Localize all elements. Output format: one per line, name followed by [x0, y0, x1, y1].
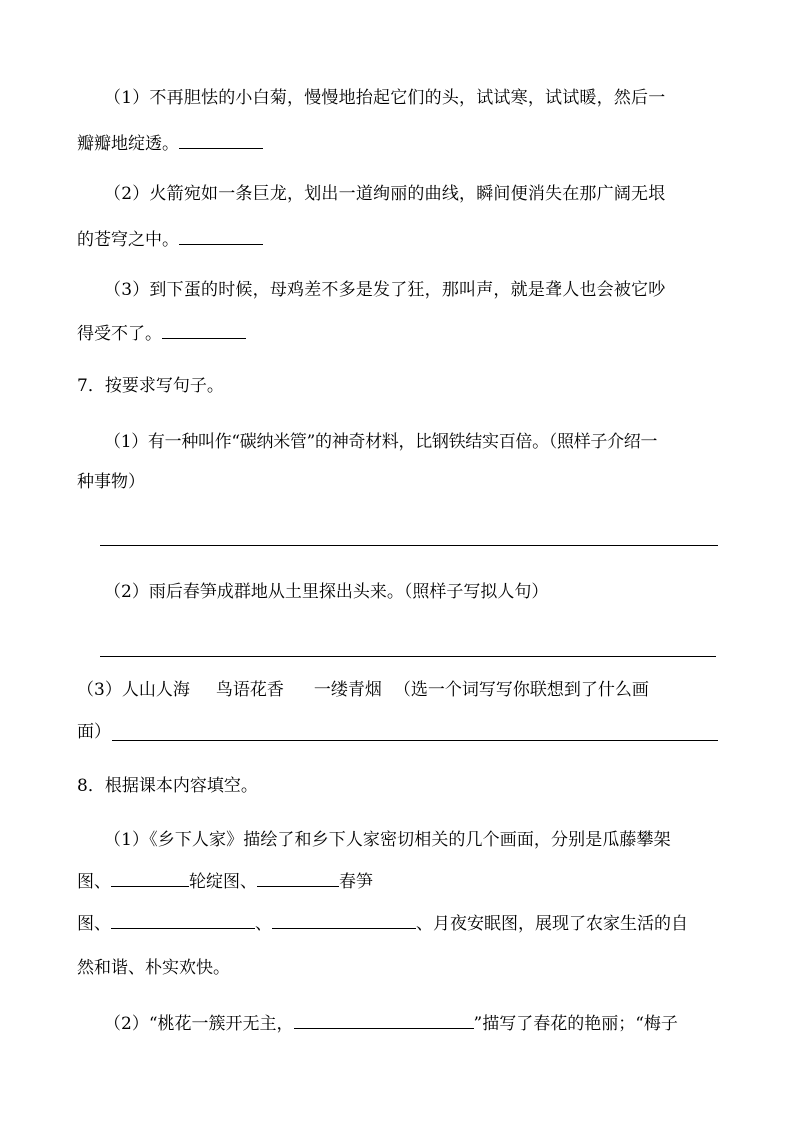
q8-text: 图、 — [77, 872, 111, 892]
answer-blank[interactable] — [272, 914, 416, 929]
answer-blank[interactable] — [294, 1014, 474, 1029]
q7-item1-line2: 种事物） — [77, 472, 145, 492]
q6-item3-text: 得受不了。 — [77, 324, 162, 344]
q8-text: 、 — [255, 914, 272, 934]
q8-text: 轮绽图、 — [189, 872, 257, 892]
q8-text: 、月夜安眠图，展现了农家生活的自 — [416, 914, 688, 934]
word-option: 鸟语花香 — [215, 680, 284, 700]
word-option: 人山人海 — [121, 680, 190, 700]
q8-item2-line1 — [104, 1012, 678, 1036]
q8-text: ”描写了春花的艳丽；“梅子 — [473, 1014, 678, 1034]
q8-text: （2）“桃花一簇开无主， — [104, 1014, 294, 1034]
q7-item3-label: （3） — [77, 680, 122, 700]
q6-item1-line1: （1）不再胆怯的小白菊，慢慢地抬起它们的头，试试寒，试试暖，然后一 — [104, 88, 666, 108]
answer-line[interactable] — [112, 740, 718, 741]
answer-blank[interactable] — [111, 872, 189, 887]
answer-blank[interactable] — [111, 914, 255, 929]
q7-item3-line1 — [77, 678, 649, 702]
q8-item1-line2 — [77, 870, 373, 894]
q6-item1-line2 — [77, 132, 263, 156]
q8-item1-line3 — [77, 912, 688, 936]
answer-line[interactable] — [100, 545, 718, 546]
q6-item2-line1: （2）火箭宛如一条巨龙，划出一道绚丽的曲线，瞬间便消失在那广阔无垠 — [104, 184, 666, 204]
q7-heading: 7．按要求写句子。 — [77, 376, 224, 396]
answer-blank[interactable] — [162, 324, 246, 339]
q8-item1-line1: （1）《乡下人家》描绘了和乡下人家密切相关的几个画面，分别是瓜藤攀架 — [104, 830, 671, 850]
answer-blank[interactable] — [179, 134, 263, 149]
q7-item3-line2: 面） — [77, 722, 111, 742]
answer-blank[interactable] — [257, 872, 339, 887]
q7-item1-line1: （1）有一种叫作“碳纳米管”的神奇材料，比钢铁结实百倍。（照样子介绍一 — [104, 432, 658, 452]
q8-item1-line4: 然和谐、朴实欢快。 — [77, 958, 230, 978]
q7-item3-instruction: （选一个词写写你联想到了什么画 — [393, 680, 649, 700]
q8-heading: 8．根据课本内容填空。 — [77, 776, 258, 796]
q6-item3-line1: （3）到下蛋的时候，母鸡差不多是发了狂，那叫声，就是聋人也会被它吵 — [104, 280, 666, 300]
q6-item3-line2 — [77, 322, 246, 346]
q7-item2-line1: （2）雨后春笋成群地从土里探出头来。（照样子写拟人句） — [104, 582, 549, 602]
q8-text: 春笋 — [339, 872, 373, 892]
q8-text: 图、 — [77, 914, 111, 934]
word-option: 一缕青烟 — [313, 680, 382, 700]
q6-item2-line2 — [77, 228, 263, 252]
answer-blank[interactable] — [179, 230, 263, 245]
q6-item2-text: 的苍穹之中。 — [77, 230, 179, 250]
answer-line[interactable] — [100, 656, 716, 657]
q6-item1-text: 瓣瓣地绽透。 — [77, 134, 179, 154]
